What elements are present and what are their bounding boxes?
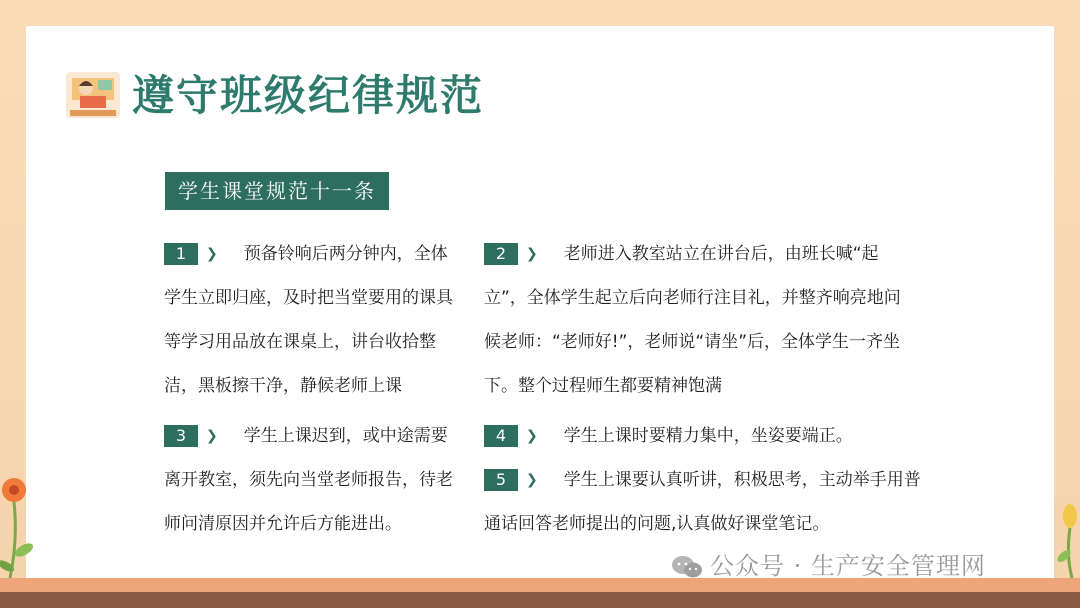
rule-number-badge: 4: [484, 425, 518, 447]
flower-icon: [0, 460, 40, 580]
rule-item-5: [484, 458, 924, 546]
chevron-right-icon: ❯: [526, 428, 538, 444]
classroom-logo: [62, 66, 124, 122]
leaf-icon: [1054, 480, 1080, 580]
watermark-text: 公众号 · 生产安全管理网: [710, 552, 986, 580]
rule-text: 预备铃响后两分钟内，全体学生立即归座，及时把当堂要用的课具等学习用品放在课桌上，讲台收拾整洁，黑板擦干净，静候老师上课: [164, 244, 453, 396]
rule-item-3: [164, 414, 464, 546]
rule-text: 学生上课要认真听讲，积极思考，主动举手用普通话回答老师提出的问题,认真做好课堂笔记。: [484, 470, 921, 534]
rule-number-badge: 5: [484, 469, 518, 491]
rule-number-badge: 2: [484, 243, 518, 265]
chevron-right-icon: ❯: [526, 472, 538, 488]
rule-number-badge: 1: [164, 243, 198, 265]
rule-text: 老师进入教室站立在讲台后，由班长喊“起立”，全体学生起立后向老师行注目礼，并整齐响亮地问候老师：“老师好!”，老师说“请坐”后，全体学生一齐坐下。整个过程师生都要精神饱满: [484, 244, 901, 396]
chevron-right-icon: ❯: [206, 428, 218, 444]
section-subtitle: 学生课堂规范十一条: [165, 172, 389, 210]
rule-text: 学生上课时要精力集中，坐姿要端正。: [563, 426, 853, 446]
page-title: 遵守班级纪律规范: [132, 71, 485, 120]
rule-item-4: [484, 414, 914, 458]
rule-item-2: [484, 232, 914, 408]
rule-text: 学生上课迟到，或中途需要离开教室，须先向当堂老师报告，待老师问清原因并允许后方能进出。: [164, 426, 453, 534]
watermark: [670, 546, 986, 581]
rule-item-1: [164, 232, 464, 408]
wechat-icon: [670, 554, 704, 580]
bottom-bar: [0, 592, 1080, 608]
rule-number-badge: 3: [164, 425, 198, 447]
chevron-right-icon: ❯: [526, 246, 538, 262]
chevron-right-icon: ❯: [206, 246, 218, 262]
